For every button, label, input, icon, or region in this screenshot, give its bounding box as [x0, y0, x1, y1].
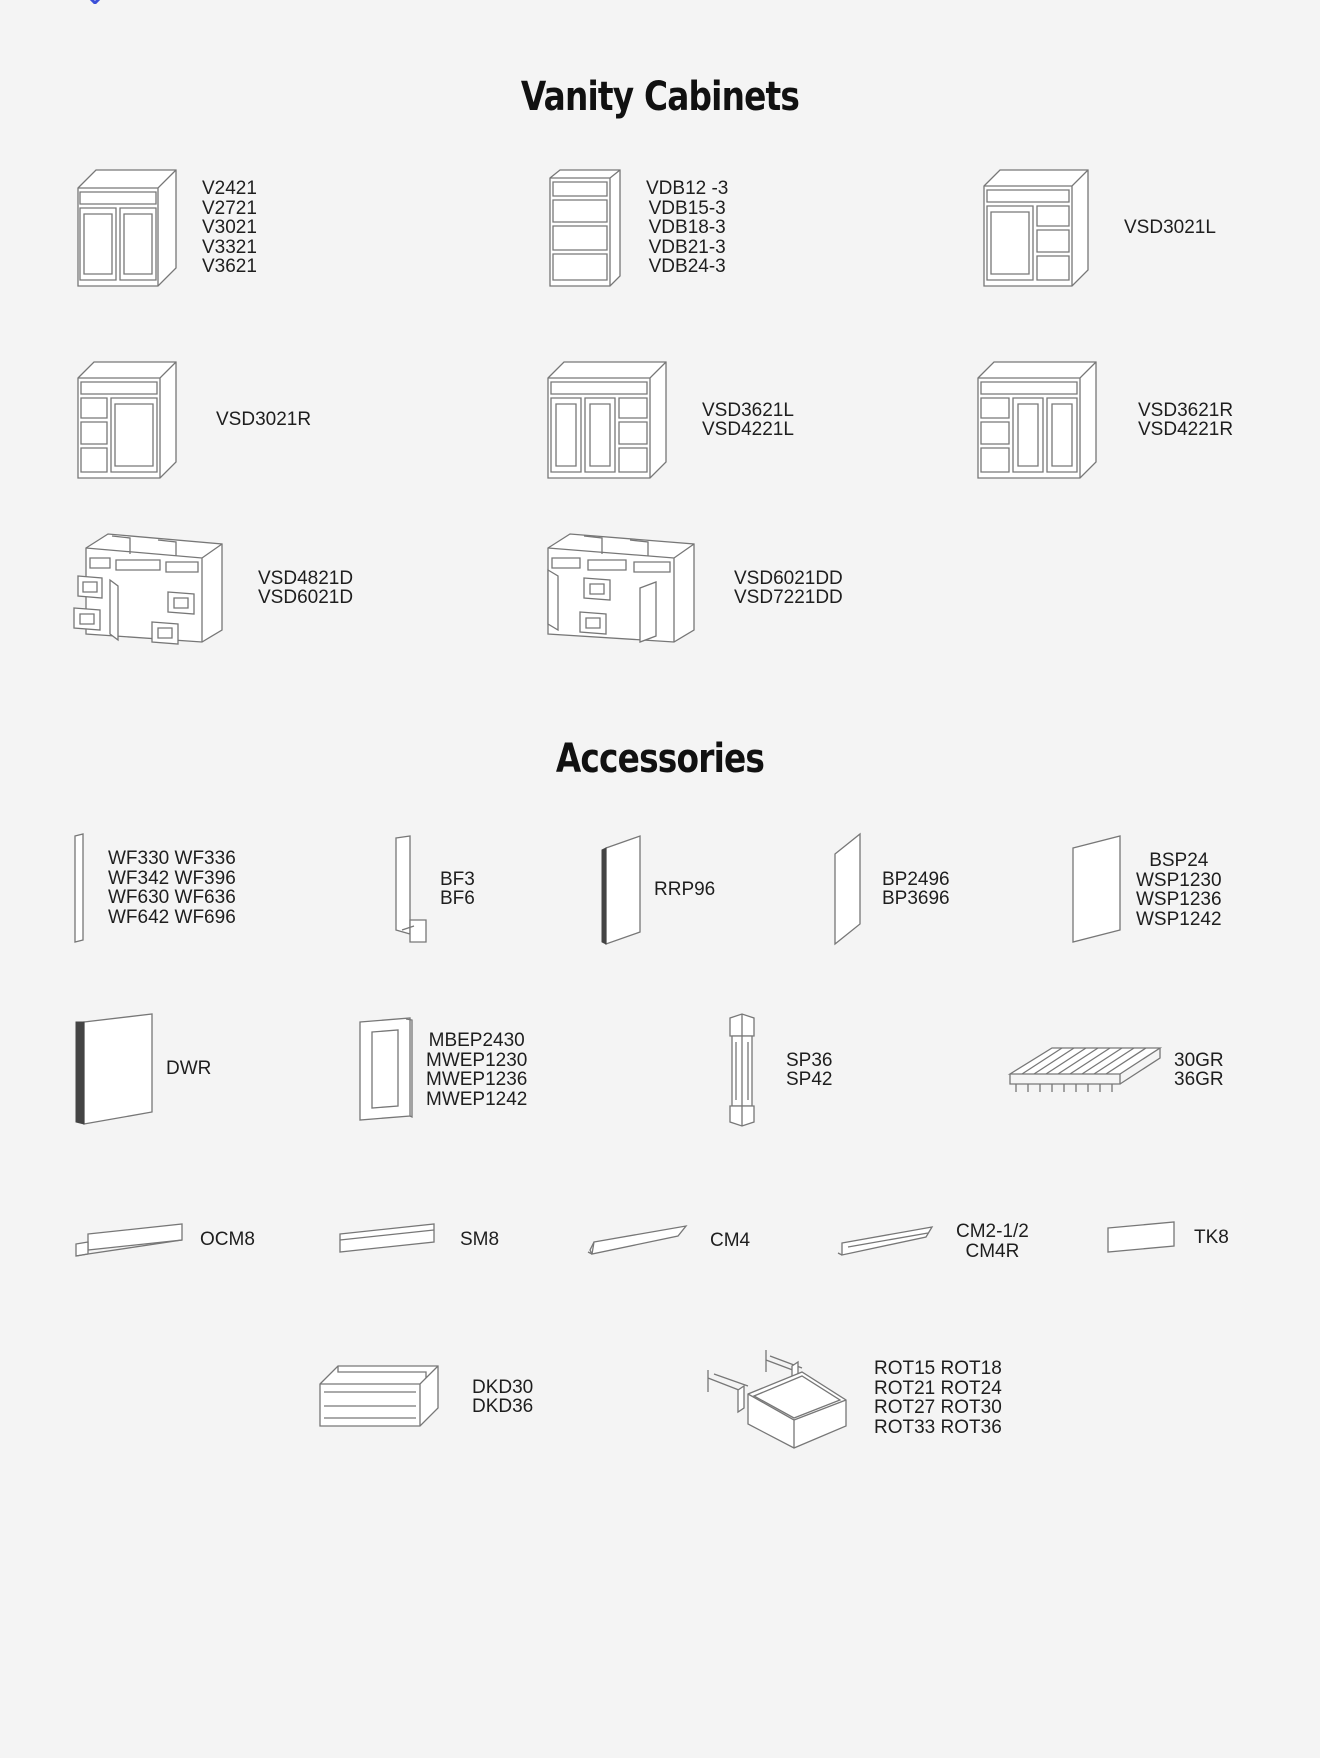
scribe-molding[interactable] — [338, 1222, 499, 1258]
spindle-post-icon — [726, 1012, 756, 1128]
vanity-sink-drawer-right-codes: VSD3021R — [216, 409, 312, 431]
double-double-cabinet-icon — [544, 530, 696, 646]
crown-molding[interactable] — [586, 1222, 750, 1260]
wall-filler-icon — [72, 832, 88, 944]
vanity-sink-drawer-36-left-codes: VSD3621L VSD4221L — [702, 399, 794, 440]
dishwasher-return[interactable] — [74, 1012, 211, 1126]
roll-out-tray-codes: ROT15 ROT18 ROT21 ROT24 ROT27 ROT30 ROT33 ROT36 — [874, 1358, 1002, 1438]
vanity-sink-base[interactable] — [74, 168, 257, 288]
drawer-kit-icon — [316, 1362, 440, 1432]
spindle-post[interactable] — [726, 1012, 832, 1128]
vanity-sink-drawer-36-right[interactable] — [974, 360, 1233, 480]
base-filler-icon — [392, 834, 430, 944]
crown-molding-2-codes: CM2-1/2 CM4R — [956, 1221, 1029, 1262]
base-panel-icon — [832, 832, 862, 946]
refrigerator-panel-codes: RRP96 — [654, 879, 716, 901]
wall-skin-panel-icon — [1070, 834, 1122, 946]
drawer-kit[interactable] — [316, 1362, 533, 1432]
scribe-molding-icon — [338, 1222, 438, 1258]
crown-molding-codes: CM4 — [710, 1230, 751, 1252]
vanity-sink-base-codes: V2421 V2721 V3021 V3321 V3621 — [202, 178, 257, 278]
crown-molding-icon — [586, 1222, 690, 1260]
double-sink-drawer-cabinet-icon — [72, 530, 224, 646]
glass-rack-codes: 30GR 36GR — [1174, 1049, 1224, 1090]
logo-icon — [86, 0, 104, 4]
scribe-molding-codes: SM8 — [460, 1229, 500, 1251]
wall-skin-panel-codes: BSP24 WSP1230 WSP1236 WSP1242 — [1136, 850, 1222, 930]
wall-filler[interactable] — [72, 832, 236, 944]
outside-corner-molding-codes: OCM8 — [200, 1229, 255, 1251]
vanity-double-drawer-codes: VSD4821D VSD6021D — [258, 567, 354, 608]
vanity-sink-drawer-right[interactable] — [74, 360, 311, 480]
spindle-post-codes: SP36 SP42 — [786, 1049, 833, 1090]
mullion-end-panel-codes: MBEP2430 MWEP1230 MWEP1236 MWEP1242 — [426, 1030, 528, 1110]
vanity-sink-drawer-left-codes: VSD3021L — [1124, 217, 1216, 239]
wall-filler-codes: WF330 WF336 WF342 WF396 WF630 WF636 WF642 WF696 — [108, 848, 236, 928]
sink-base-cabinet-icon — [74, 168, 178, 288]
wall-skin-panel[interactable] — [1070, 834, 1222, 946]
refrigerator-panel[interactable] — [598, 834, 715, 946]
dishwasher-return-icon — [74, 1012, 154, 1126]
dishwasher-return-codes: DWR — [166, 1058, 212, 1080]
sink-drawer-right-cabinet-icon — [74, 360, 178, 480]
drawer-base-cabinet-icon — [546, 168, 622, 288]
glass-rack[interactable] — [1006, 1042, 1224, 1098]
sink-drawer-left-cabinet-icon — [980, 168, 1090, 288]
roll-out-tray-icon — [704, 1346, 850, 1450]
sink-drawer-36-right-cabinet-icon — [974, 360, 1098, 480]
sink-drawer-36-left-cabinet-icon — [544, 360, 668, 480]
toe-kick-codes: TK8 — [1194, 1227, 1229, 1249]
vanity-sink-drawer-left[interactable] — [980, 168, 1216, 288]
roll-out-tray[interactable] — [704, 1346, 1002, 1450]
outside-corner-molding-icon — [74, 1220, 184, 1260]
vanity-drawer-base-codes: VDB12 -3 VDB15-3 VDB18-3 VDB21-3 VDB24-3 — [646, 178, 729, 278]
crown-molding-2[interactable] — [836, 1222, 1029, 1261]
vanity-double-drawer[interactable] — [72, 530, 353, 646]
toe-kick-icon — [1106, 1218, 1176, 1258]
refrigerator-panel-icon — [598, 834, 642, 946]
vanity-double-double[interactable] — [544, 530, 843, 646]
vanity-sink-drawer-36-left[interactable] — [544, 360, 794, 480]
vanity-cabinets-title: Vanity Cabinets — [520, 74, 800, 120]
base-filler[interactable] — [392, 834, 475, 944]
vanity-drawer-base[interactable] — [546, 168, 728, 288]
glass-rack-icon — [1006, 1042, 1162, 1098]
mullion-end-panel[interactable] — [358, 1016, 527, 1124]
base-panel[interactable] — [832, 832, 950, 946]
accessories-title: Accessories — [555, 736, 765, 782]
toe-kick[interactable] — [1106, 1218, 1229, 1258]
crown-molding-2-icon — [836, 1223, 936, 1261]
outside-corner-molding[interactable] — [74, 1220, 255, 1260]
drawer-kit-codes: DKD30 DKD36 — [472, 1376, 534, 1417]
base-panel-codes: BP2496 BP3696 — [882, 868, 950, 909]
vanity-double-double-codes: VSD6021DD VSD7221DD — [734, 567, 843, 608]
vanity-sink-drawer-36-right-codes: VSD3621R VSD4221R — [1138, 399, 1234, 440]
mullion-end-panel-icon — [358, 1016, 414, 1124]
base-filler-codes: BF3 BF6 — [440, 868, 475, 909]
